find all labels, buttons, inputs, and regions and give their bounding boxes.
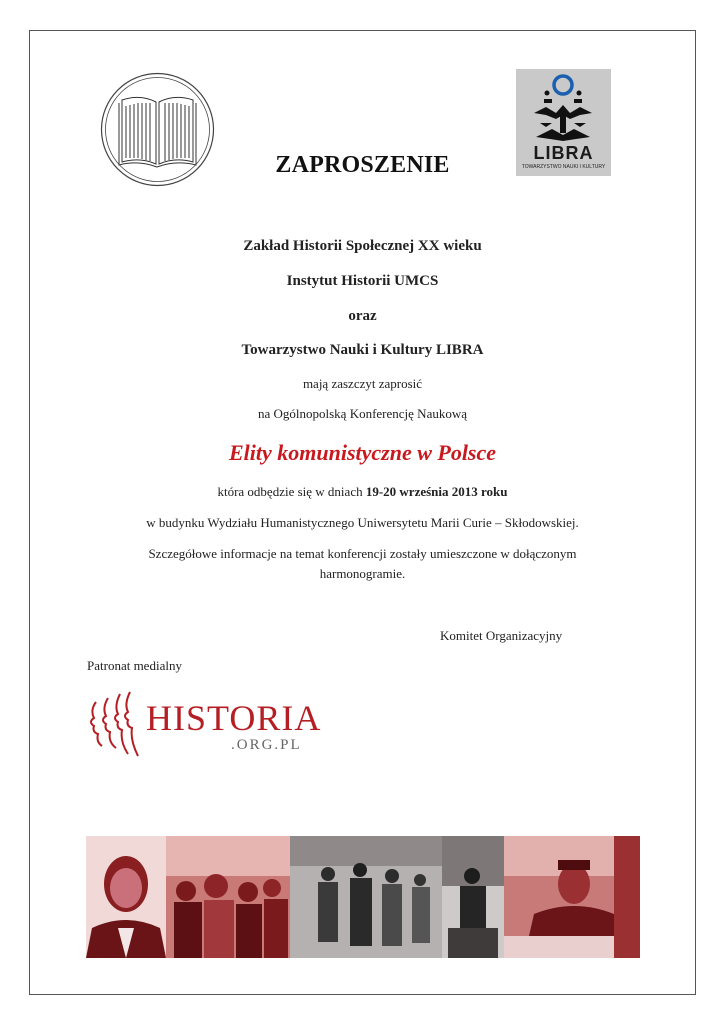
politicians-walking-photo [290,836,442,958]
organizer-3: Towarzystwo Nauki i Kultury LIBRA [241,342,484,358]
conference-title: Elity komunistyczne w Polsce [228,440,497,465]
details-line-2: harmonogramie. [319,566,406,581]
historia-logo-text: HISTORIA [146,698,322,738]
libra-logo-text: LIBRA [533,143,594,163]
date-line [0,484,725,500]
page-title: ZAPROSZENIE [275,152,450,178]
profiles-icon [86,688,146,760]
invite-line-2: na Ogólnopolską Konferencję Naukową [257,406,467,421]
date-value: 19-20 września 2013 roku [365,484,508,499]
venue-line: w budynku Wydziału Humanistycznego Uniwersytetu Marii Curie – Skłodowskiej. [146,515,579,530]
date-prefix: która odbędzie się w dniach [217,484,366,499]
committee-signature: Komitet Organizacyjny [440,628,563,643]
crowd-photo [166,836,290,958]
organizer-1: Zakład Historii Społecznej XX wieku [243,238,482,254]
libra-logo-subtext: TOWARZYSTWO NAUKI I KULTURY [521,164,606,170]
invite-line-1: mają zaszczyt zaprosić [302,376,423,391]
details-line-1: Szczegółowe informacje na temat konferencji zostały umieszczone w dołączonym [148,546,577,561]
organizer-2: Instytut Historii UMCS [286,273,439,289]
photo-strip [86,836,640,958]
portrait-photo-1 [86,836,166,958]
general-portrait-photo [504,836,640,958]
patron-label: Patronat medialny [87,658,182,673]
speaker-photo [442,836,504,958]
historia-logo-domain: .ORG.PL [231,737,302,753]
conjunction-text: oraz [348,308,377,324]
